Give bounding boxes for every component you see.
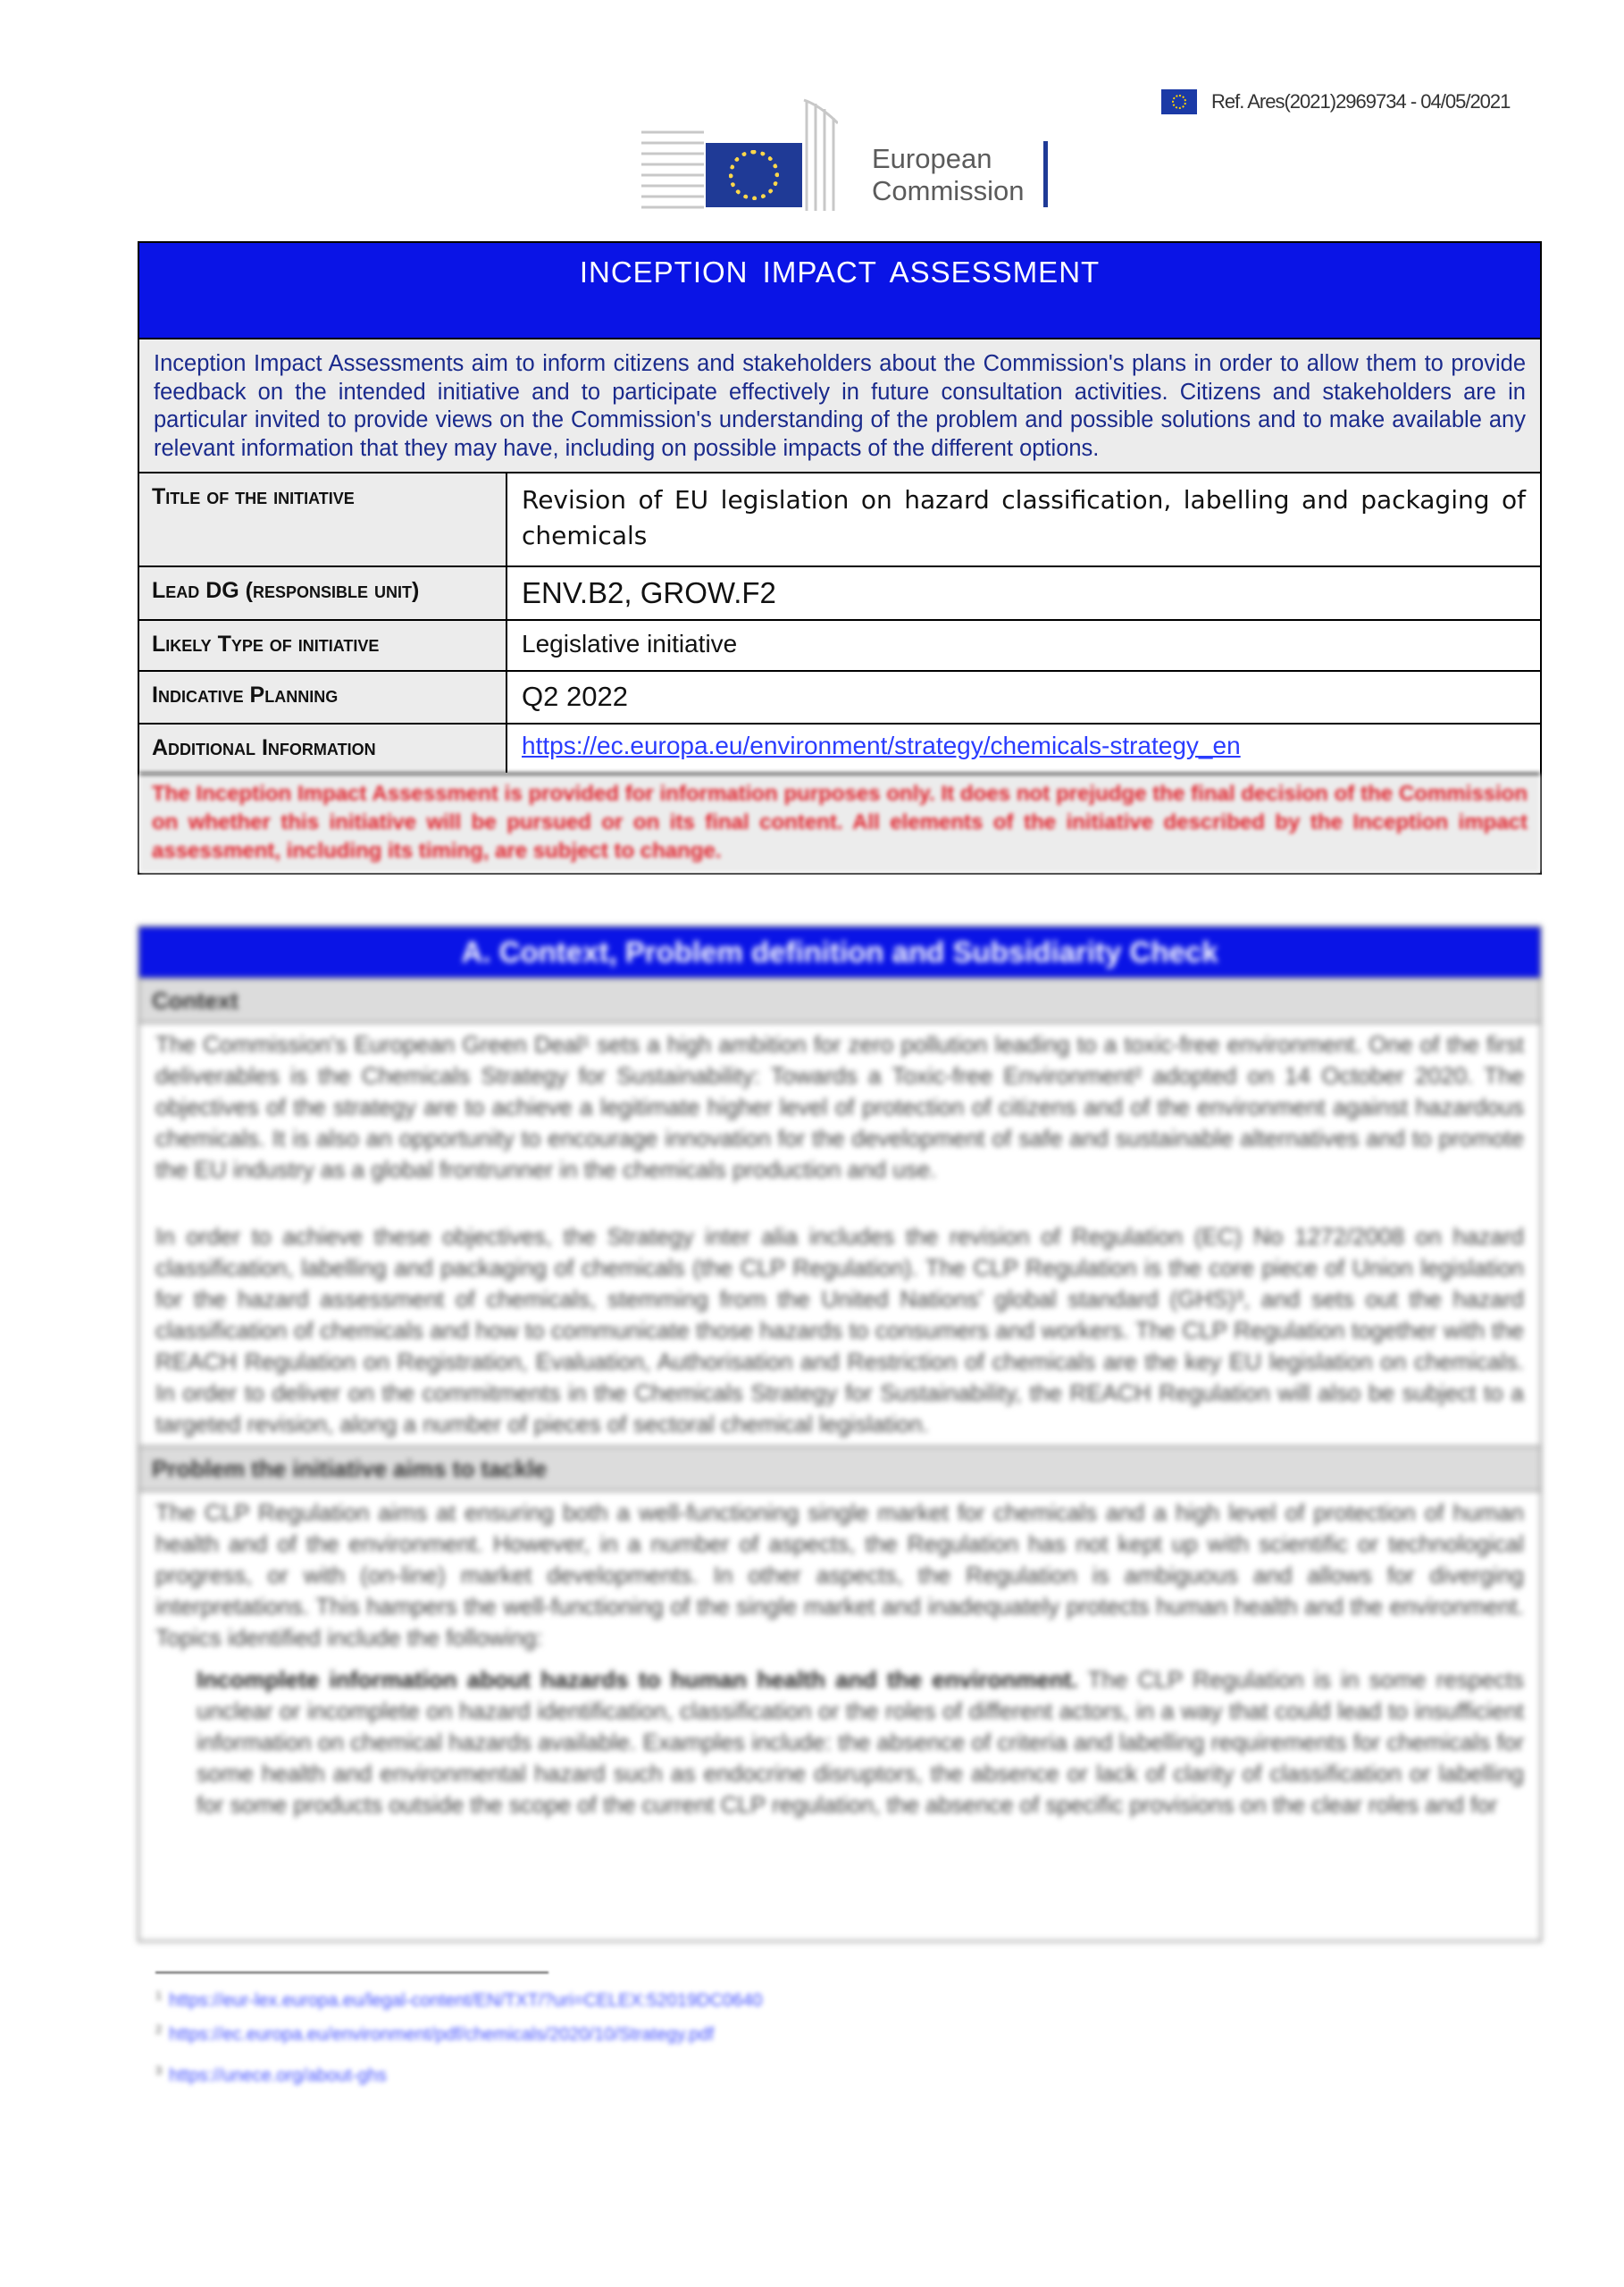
bullet-text: The CLP Regulation is in some respects unclear or incomplete on hazard identification, classification or the roles of different actors, in a way that could lead to insufficient information on chemical hazards available. Examples include: the absence of criteria and labelling requirements for chemicals for some health and environmental hazard such as endocrine disruptors, the absence or lack of clarity of classification or labelling for some products outside the scope of the current CLP regulation, the absence of specific provisions on the clear roles and for [197, 1666, 1524, 1818]
row-title-of-initiative [139, 472, 1540, 565]
row-indicative-planning [139, 670, 1540, 723]
lead-dg-label: Lead DG (responsible unit) [139, 567, 507, 619]
planning-value: Q2 2022 [522, 681, 628, 712]
iia-intro: Inception Impact Assessments aim to inform citizens and stakeholders about the Commission's plans in order to allow them to provide feedback on the intended initiative and to participate effectively in future consultation activities. Citizens and stakeholders are in particular invited to provide views on the Commission's understanding of the problem and possible solutions and to make available any relevant information that they may have, including on possible impacts of the different options. [139, 338, 1540, 472]
footnote-1-link[interactable]: https://eur-lex.europa.eu/legal-content/EN/TXT/?uri=CELEX:52019DC0640 [169, 1990, 763, 2011]
document-reference [1161, 87, 1510, 117]
title-label: Title of the initiative [139, 473, 507, 565]
iia-title: INCEPTION IMPACT ASSESSMENT [139, 243, 1540, 338]
eu-flag-icon [1161, 89, 1197, 114]
logo-line-2: Commission [872, 175, 1025, 206]
problem-bullet-1 [139, 1659, 1540, 1826]
type-value: Legislative initiative [522, 630, 738, 658]
footnote-3[interactable]: $^3$ https://unece.org/about-ghs [155, 2064, 387, 2086]
eu-flag-logo-icon [706, 143, 802, 207]
problem-paragraph-1: The CLP Regulation aims at ensuring both a well-functioning single market for chemicals and a high level of protection of human health and of the environment. However, in a number of aspects, the Regulation has not kept up with scientific or technological progress, or with (on-line) market developments. In other aspects, the Regulation is ambiguous and allows for diverging interpretations. This hampers the well-functioning of the single market and inadequately protects human health and the environment. Topics identified include the following: [155, 1499, 1524, 1651]
additional-info-value [507, 725, 1540, 773]
section-a [138, 926, 1542, 1942]
reference-text: Ref. Ares(2021)2969734 - 04/05/2021 [1211, 90, 1511, 113]
problem-heading: Problem the initiative aims to tackle [139, 1445, 1540, 1492]
logo-text [872, 143, 1025, 207]
lead-dg-value: ENV.B2, GROW.F2 [522, 576, 776, 609]
footnote-2[interactable]: $^2$ https://ec.europa.eu/environment/pdf/chemicals/2020/10/Strategy.pdf [155, 2023, 715, 2045]
inception-impact-assessment-table [138, 241, 1542, 875]
type-label: Likely Type of initiative [139, 621, 507, 670]
context-paragraph-1: The Commission's European Green Deal¹ sets a high ambition for zero pollution leading to a toxic-free environment. One of the first deliverables is the Chemicals Strategy for Sustainability: Towards a Toxic-free Environment² adopted on 14 October 2020. The objectives of the strategy are to achieve a legitimate higher level of protection of citizens and of the environment against hazardous chemicals. It is also an opportunity to encourage innovation for the development of safe and sustainable alternatives and to promote the EU industry as a global frontrunner in the chemicals production and use. [155, 1031, 1524, 1183]
section-a-heading: A. Context, Problem definition and Subsidiarity Check [139, 927, 1540, 977]
bullet-bold-lead: Incomplete information about hazards to human health and the environment. [197, 1666, 1078, 1693]
footnote-divider [155, 1972, 548, 1973]
planning-label: Indicative Planning [139, 672, 507, 723]
context-paragraph-2: In order to achieve these objectives, the Strategy inter alia includes the revision of Regulation (EC) No 1272/2008 on hazard classification, labelling and packaging of chemicals (the CLP Regulation). The CLP Regulation is the core piece of Union legislation for the hazard assessment of chemicals, stemming from the United Nations' global standard (GHS)³, and sets out the hazard classification of chemicals and how to communicate those hazards to consumers and workers. The CLP Regulation together with the REACH Regulation on Registration, Evaluation, Authorisation and Restriction of chemicals are the key EU legislation on chemicals. In order to deliver on the commitments in the Chemicals Strategy for Sustainability, the REACH Regulation will also be subject to a targeted revision, along a number of pieces of sectoral chemical legislation. [155, 1223, 1524, 1437]
row-additional-information [139, 723, 1540, 773]
title-value: Revision of EU legislation on hazard classification, labelling and packaging of chemicals [522, 485, 1526, 550]
logo-accent-bar [1043, 141, 1048, 207]
context-heading: Context [139, 977, 1540, 1024]
row-lead-dg [139, 565, 1540, 619]
chemicals-strategy-link[interactable]: https://ec.europa.eu/environment/strategy/chemicals-strategy_en [522, 732, 1241, 759]
disclaimer: The Inception Impact Assessment is provided for information purposes only. It does not prejudge the final decision of the Commission on whether this initiative will be pursued or on its final content. All elements of the initiative described by the Inception impact assessment, including its timing, are subject to change. [139, 773, 1540, 873]
footnote-2-link[interactable]: https://ec.europa.eu/environment/pdf/chemicals/2020/10/Strategy.pdf [169, 2024, 715, 2045]
footnote-1[interactable]: $^1$ https://eur-lex.europa.eu/legal-content/EN/TXT/?uri=CELEX:52019DC0640 [155, 1989, 763, 2011]
additional-info-label: Additional Information [139, 725, 507, 773]
row-type-of-initiative [139, 619, 1540, 670]
logo-line-1: European [872, 143, 992, 174]
european-commission-logo [641, 96, 1052, 213]
footnote-3-link[interactable]: https://unece.org/about-ghs [169, 2065, 387, 2086]
